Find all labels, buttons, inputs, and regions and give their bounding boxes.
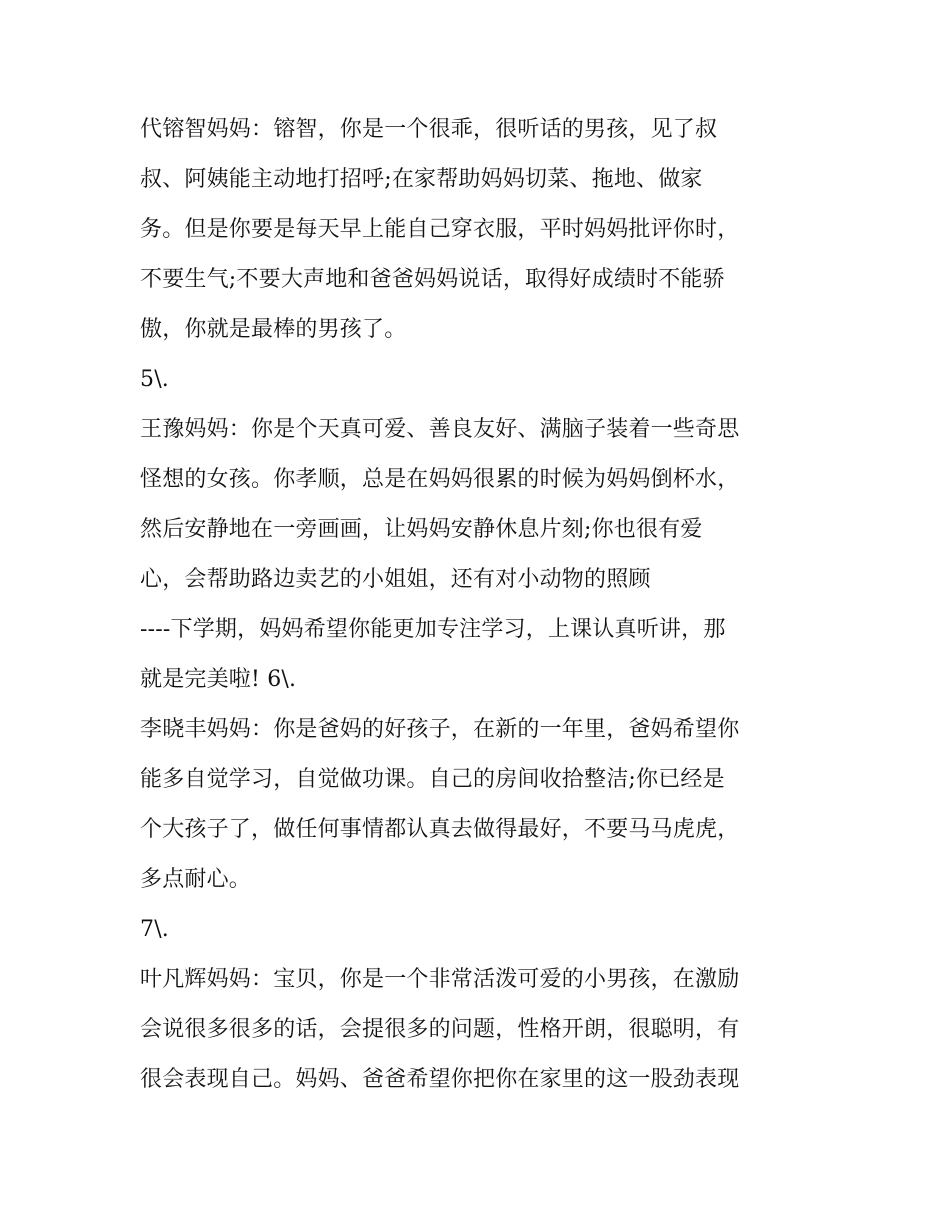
document-body <box>140 105 830 1105</box>
text-line: 叔、阿姨能主动地打招呼;在家帮助妈妈切菜、拖地、做家 <box>140 167 703 192</box>
text-line: 能多自觉学习，自觉做功课。自己的房间收拾整洁;你已经是 <box>140 767 725 792</box>
text-line: 个大孩子了，做任何事情都认真去做得最好，不要马马虎虎， <box>140 817 740 842</box>
text-line: 代镕智妈妈：镕智，你是一个很乖，很听话的男孩，见了叔 <box>140 117 718 142</box>
text-line: 傲，你就是最棒的男孩了。 <box>140 317 407 342</box>
text-line: 然后安静地在一旁画画，让妈妈安静休息片刻;你也很有爱 <box>140 517 703 542</box>
text-line: 多点耐心。 <box>140 867 252 892</box>
section-number: 5\. <box>140 367 170 392</box>
text-line: 叶凡辉妈妈：宝贝，你是一个非常活泼可爱的小男孩，在激励 <box>140 967 740 992</box>
section-number: 7\. <box>140 917 170 942</box>
text-line: 很会表现自己。妈妈、爸爸希望你把你在家里的这一股劲表现 <box>140 1067 740 1092</box>
text-line: 李晓丰妈妈：你是爸妈的好孩子，在新的一年里，爸妈希望你 <box>140 717 740 742</box>
text-line: 王豫妈妈：你是个天真可爱、善良友好、满脑子装着一些奇思 <box>140 417 740 442</box>
text-line: 就是完美啦! 6\. <box>140 667 297 692</box>
text-line: 务。但是你要是每天早上能自己穿衣服，平时妈妈批评你时， <box>140 217 740 242</box>
text-line: 怪想的女孩。你孝顺，总是在妈妈很累的时候为妈妈倒杯水， <box>140 467 740 492</box>
text-line: 不要生气;不要大声地和爸爸妈妈说话，取得好成绩时不能骄 <box>140 267 725 292</box>
text-line: 会说很多很多的话，会提很多的问题，性格开朗，很聪明，有 <box>140 1017 740 1042</box>
text-line: ----下学期，妈妈希望你能更加专注学习，上课认真听讲，那 <box>140 617 726 642</box>
text-line: 心，会帮助路边卖艺的小姐姐，还有对小动物的照顾 <box>140 567 651 592</box>
